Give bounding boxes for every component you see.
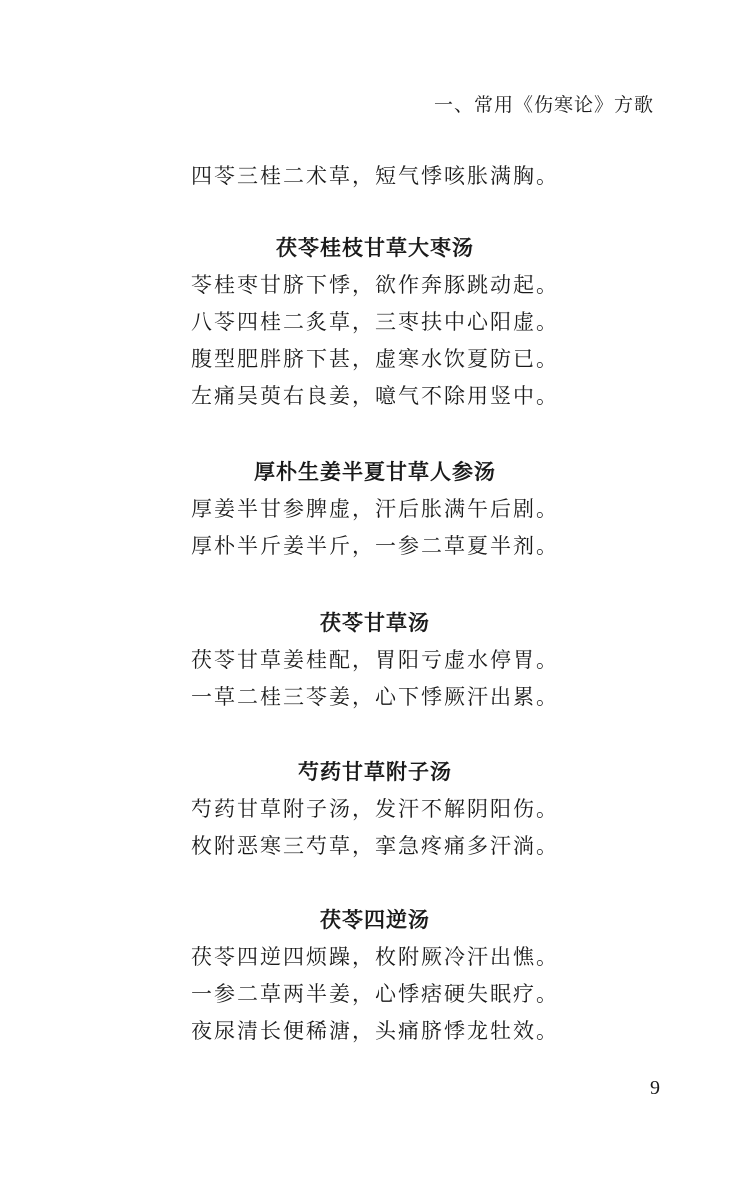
verse-line: 茯苓甘草姜桂配，胃阳亏虚水停胃。 [191,648,559,672]
formula-title: 茯苓桂枝甘草大枣汤 [276,236,474,260]
verse-line: 厚朴半斤姜半斤，一参二草夏半剂。 [191,534,559,558]
verse-line: 茯苓四逆四烦躁，枚附厥冷汗出憔。 [191,945,559,969]
verse-line: 左痛吴萸右良姜，噫气不除用竖中。 [191,384,559,408]
verse-line: 枚附恶寒三芍草，挛急疼痛多汗淌。 [191,834,559,858]
formula-title: 茯苓四逆汤 [320,908,430,932]
formula-section [0,901,750,1050]
formula-section [0,604,750,716]
verse-line: 厚姜半甘参脾虚，汗后胀满午后剧。 [191,497,559,521]
formula-section [0,753,750,865]
verse-line: 四苓三桂二术草，短气悸咳胀满胸。 [191,164,559,188]
verse-line: 腹型肥胖脐下甚，虚寒水饮夏防已。 [191,347,559,371]
verse-line: 八苓四桂二炙草，三枣扶中心阳虚。 [191,310,559,334]
verse-line: 芍药甘草附子汤，发汗不解阴阳伤。 [191,797,559,821]
page-number: 9 [650,1077,660,1099]
verse-line: 一草二桂三苓姜，心下悸厥汗出累。 [191,685,559,709]
verse-line: 夜尿清长便稀溏，头痛脐悸龙牡效。 [191,1019,559,1043]
intro-verse [0,158,750,195]
formula-section [0,453,750,565]
formula-title: 茯苓甘草汤 [320,611,430,635]
verse-line: 一参二草两半姜，心悸痞硬失眠疗。 [191,982,559,1006]
formula-title: 芍药甘草附子汤 [298,760,452,784]
formula-section [0,229,750,415]
running-head: 一、常用《伤寒论》方歌 [433,95,654,116]
formula-title: 厚朴生姜半夏甘草人参汤 [254,460,496,484]
verse-line: 苓桂枣甘脐下悸，欲作奔豚跳动起。 [191,273,559,297]
